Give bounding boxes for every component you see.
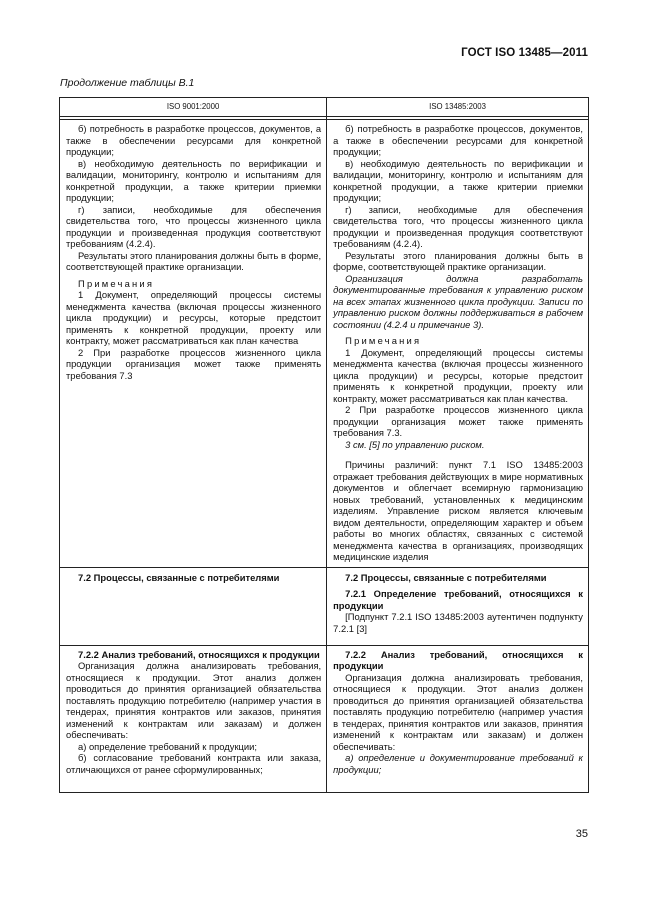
column-header-left: ISO 9001:2000 <box>60 98 327 117</box>
note-1: 1 Документ, определяющий процессы системы менеджмента качества (включая процессы жизненного цикла продукции) и ресурсы, которые предстоит применять к конкретной продукции, проекту или контракту, может рассматриваться как план качества <box>66 289 322 346</box>
list-item: а) определение требований к продукции; <box>78 740 257 752</box>
row3-right-cell <box>327 645 589 792</box>
notes-title: Примечания <box>78 277 155 289</box>
row2-right-cell <box>327 567 589 645</box>
paragraph: б) потребность в разработке процессов, документов, а также в обеспечении ресурсами для конкретной продукции; <box>333 123 583 157</box>
note-2: 2 При разработке процессов жизненного цикла продукции организация может также применять требования 7.3 <box>66 346 322 381</box>
paragraph: Результаты этого планирования должны быть в форме, соответствующей практике организации. <box>66 249 322 272</box>
subsection-heading: 7.2.2 Анализ требований, относящихся к продукции <box>78 648 320 660</box>
table-caption: Продолжение таблицы В.1 <box>60 77 195 89</box>
subsection-heading: 7.2.1 Определение требований, относящихся к продукции <box>333 588 583 611</box>
paragraph: Организация должна анализировать требования, относящиеся к продукции. Этот анализ должен проводиться до принятия организацией обязательства поставлять продукцию потребителю (например участия в тендерах, принятия контрактов или заказов, принятия изменений к контрактам или заказам) и должен обеспечивать: <box>333 671 583 752</box>
table-row <box>60 645 589 792</box>
reasons-paragraph: Причины различий: пункт 7.1 ISO 13485:2003 отражает требования действующих в мире нормативных документов и облегчает всемирную гармонизацию новых требований, установленных к медицинским изделиям. Управление риском является ключевым видом деятельности, определяющим характер и объем работы во многих областях, связанных с системой менеджмента качества в организациях, производящих медицинские изделия <box>333 459 583 562</box>
paragraph: Организация должна анализировать требования, относящиеся к продукции. Этот анализ должен проводиться до принятия организацией обязательства поставлять продукцию потребителю (например участия в тендерах, принятия контрактов или заказов, принятия изменений к контрактам или заказам) и должен обеспечивать: <box>66 660 322 740</box>
notes-title: Примечания <box>345 335 422 346</box>
list-item: б) согласование требований контракта или заказа, отличающихся от ранее сформулированных; <box>66 752 322 775</box>
paragraph: в) необходимую деятельность по верификации и валидации, мониторингу, контролю и испытаниям для конкретной продукции, а также критерии приемки продукции; <box>333 157 583 203</box>
risk-paragraph: Организация должна разработать документированные требования к управлению риском на всех этапах жизненного цикла продукции. Записи по управлению риском должны поддерживаться в рабочем состоянии (4.2.4 и примечание 3). <box>333 272 583 330</box>
row3-left-cell <box>60 645 327 792</box>
paragraph: Результаты этого планирования должны быть в форме, соответствующей практике организации. <box>333 249 583 272</box>
paragraph: [Подпункт 7.2.1 ISO 13485:2003 аутентичен подпункту 7.2.1 [3] <box>333 611 583 634</box>
table-row <box>60 567 589 645</box>
list-item: а) определение и документирование требований к продукции; <box>333 752 583 775</box>
table-header-row <box>60 98 589 117</box>
column-header-right: ISO 13485:2003 <box>327 98 589 117</box>
subsection-heading: 7.2.2 Анализ требований, относящихся к продукции <box>333 648 583 671</box>
table-row <box>60 120 589 568</box>
paragraph: б) потребность в разработке процессов, документов, а также в обеспечении ресурсами для конкретной продукции; <box>66 123 322 157</box>
page-number: 35 <box>575 828 588 840</box>
paragraph: г) записи, необходимые для обеспечения свидетельства того, что процессы жизненного цикла продукции и произведенная продукция соответствуют требованиям (4.2.4). <box>333 203 583 249</box>
row1-right-cell <box>327 120 589 568</box>
note-1: 1 Документ, определяющий процессы системы менеджмента качества (включая процессы жизненного цикла продукции) и ресурсы, которые предстоит применять к конкретной продукции, проекту или контракту, может рассматриваться как план качества. <box>333 346 583 404</box>
note-2: 2 При разработке процессов жизненного цикла продукции организация может также применять требования 7.3. <box>333 404 583 438</box>
comparison-table <box>59 97 589 793</box>
standard-header: ГОСТ ISO 13485—2011 <box>461 47 588 59</box>
section-heading: 7.2 Процессы, связанные с потребителями <box>345 571 547 583</box>
paragraph: в) необходимую деятельность по верификации и валидации, мониторингу, контролю и испытаниям для конкретной продукции, а также критерии приемки продукции; <box>66 157 322 203</box>
row2-left-cell <box>60 567 327 645</box>
row1-left-cell <box>60 120 327 568</box>
section-heading: 7.2 Процессы, связанные с потребителями <box>78 571 280 583</box>
note-3: 3 см. [5] по управлению риском. <box>345 438 485 450</box>
paragraph: г) записи, необходимые для обеспечения свидетельства того, что процессы жизненного цикла продукции и произведенная продукция соответствуют требованиям (4.2.4). <box>66 203 322 249</box>
